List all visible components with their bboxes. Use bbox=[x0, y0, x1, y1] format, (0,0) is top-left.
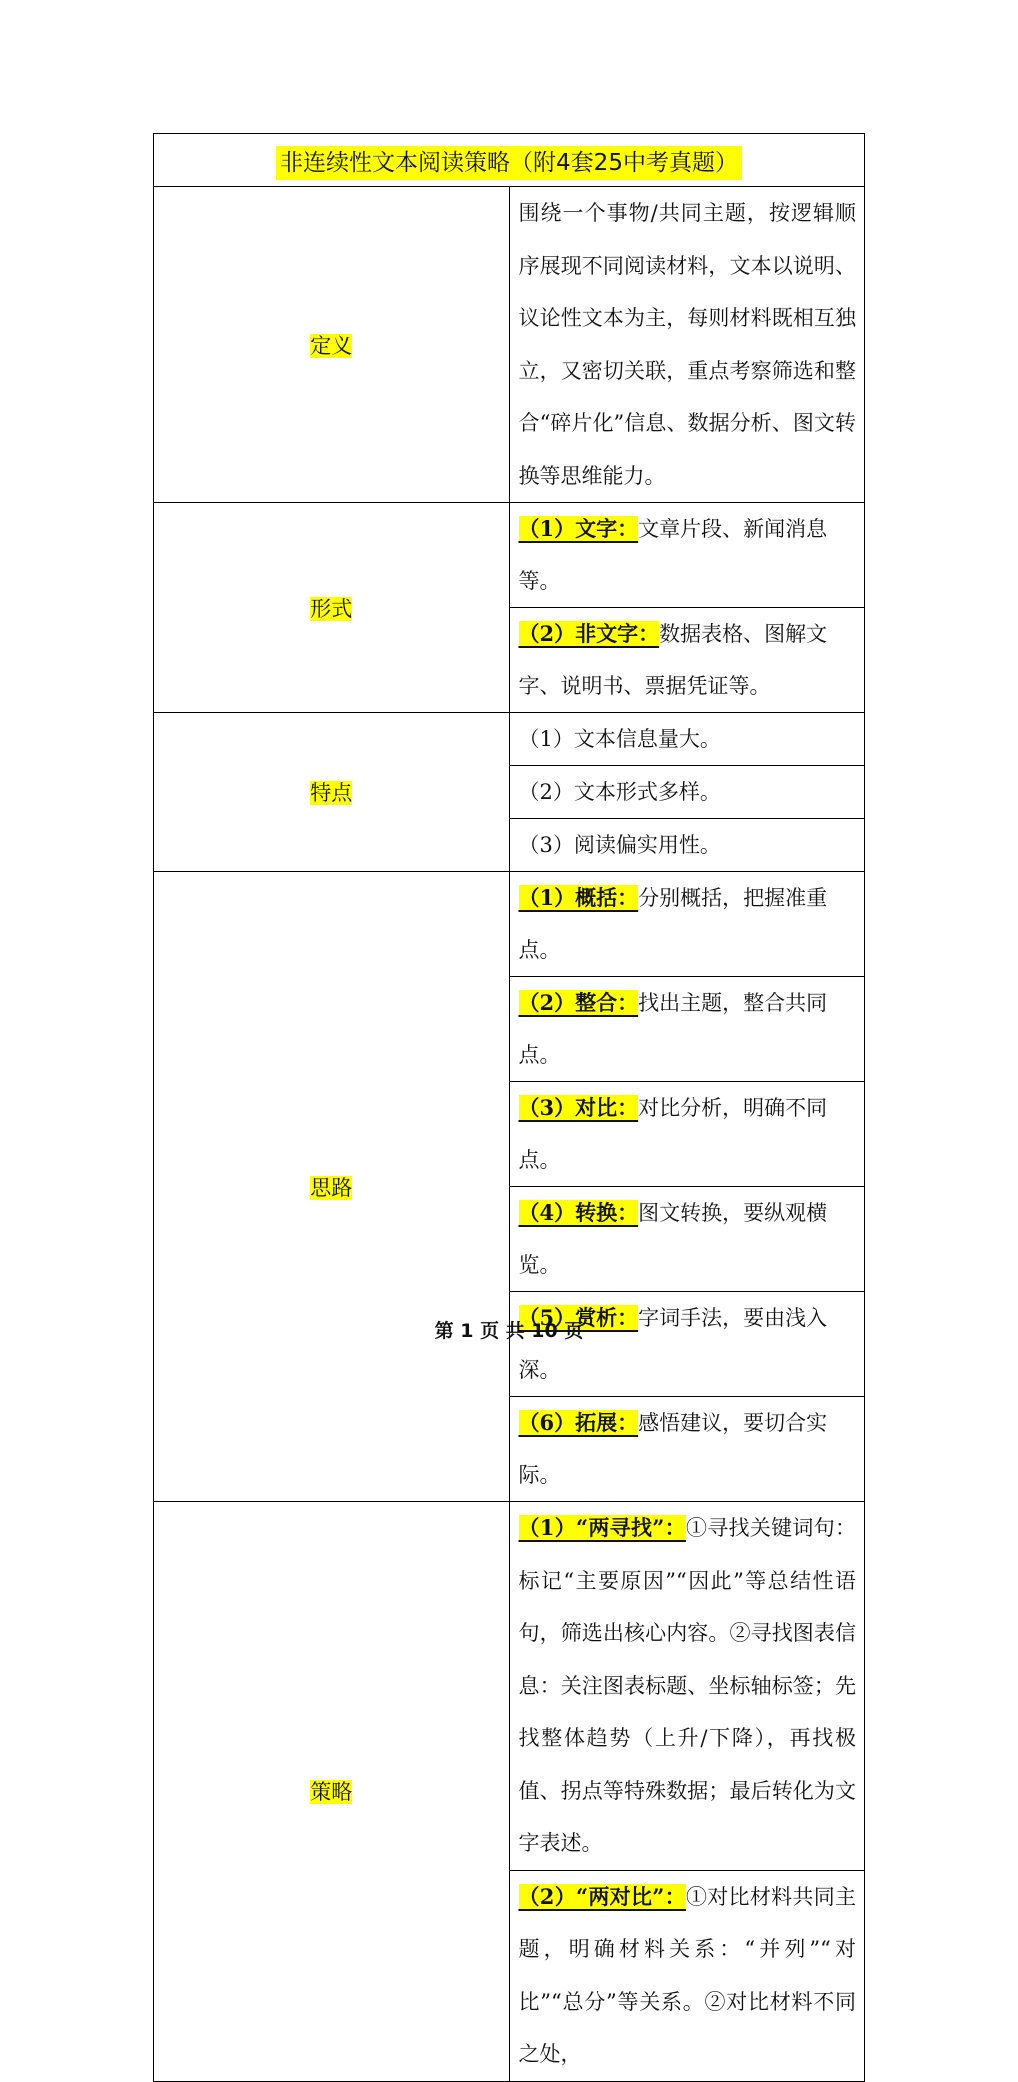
definition-text: 围绕一个事物/共同主题，按逻辑顺序展现不同阅读材料，文本以说明、议论性文本为主，每则材料既相互独立，又密切关联，重点考察筛选和整合“碎片化”信息、数据分析、图文转换等思维能力。 bbox=[518, 201, 856, 488]
label-features-cell bbox=[154, 713, 510, 872]
feature-item bbox=[509, 819, 865, 872]
form-item-head: （1）文字： bbox=[518, 516, 639, 541]
approach-item bbox=[509, 1292, 865, 1397]
feature-text: （1）文本信息量大。 bbox=[518, 727, 721, 751]
strategy-item-head: （2）“两对比”： bbox=[518, 1883, 686, 1909]
strategy-item-text: ①对比材料共同主题，明确材料关系：“并列”“对比”“总分”等关系。②对比材料不同之处， bbox=[518, 1884, 857, 2066]
page-footer: 第 1 页 共 10 页 bbox=[434, 1320, 584, 1342]
approach-item-head: （5）赏析： bbox=[518, 1305, 639, 1330]
form-item-text: 文章片段、新闻消息等。 bbox=[518, 517, 828, 593]
label-definition-cell bbox=[154, 187, 510, 503]
approach-item-head: （3）对比： bbox=[518, 1095, 639, 1120]
feature-item bbox=[509, 766, 865, 819]
definition-cell bbox=[509, 187, 865, 503]
table-title-cell bbox=[154, 134, 865, 187]
label-strategy: 策略 bbox=[310, 1780, 353, 1805]
strategy-item bbox=[509, 1870, 865, 2081]
approach-item-head: （4）转换： bbox=[518, 1200, 639, 1225]
form-item-text: 数据表格、图解文字、说明书、票据凭证等。 bbox=[518, 622, 828, 698]
approach-item-text: 对比分析，明确不同点。 bbox=[518, 1096, 828, 1172]
label-approach: 思路 bbox=[310, 1175, 353, 1200]
approach-item bbox=[509, 977, 865, 1082]
approach-item bbox=[509, 1397, 865, 1502]
approach-item bbox=[509, 1187, 865, 1292]
label-features: 特点 bbox=[310, 781, 353, 805]
approach-item-text: 分别概括，把握准重点。 bbox=[518, 886, 828, 962]
label-form-cell bbox=[154, 503, 510, 713]
strategy-item-text: ①寻找关键词句：标记“主要原因”“因此”等总结性语句，筛选出核心内容。②寻找图表信息：关注图表标题、坐标轴标签；先找整体趋势（上升/下降），再找极值、拐点等特殊数据；最后转化为文字表述。 bbox=[518, 1516, 857, 1855]
approach-item-head: （6）拓展： bbox=[518, 1410, 639, 1435]
label-approach-cell bbox=[154, 872, 510, 1502]
label-definition: 定义 bbox=[310, 333, 353, 358]
strategy-item-head: （1）“两寻找”： bbox=[518, 1515, 686, 1540]
form-item bbox=[509, 608, 865, 713]
feature-item bbox=[509, 713, 865, 766]
strategy-item bbox=[509, 1502, 865, 1871]
approach-item bbox=[509, 872, 865, 977]
label-strategy-cell bbox=[154, 1502, 510, 2082]
strategy-table bbox=[153, 133, 865, 2082]
form-item bbox=[509, 503, 865, 608]
approach-item-text: 感悟建议，要切合实际。 bbox=[518, 1411, 828, 1487]
approach-item-head: （1）概括： bbox=[518, 885, 639, 910]
table-title: 非连续性文本阅读策略（附4套25中考真题） bbox=[276, 146, 742, 180]
feature-text: （3）阅读偏实用性。 bbox=[518, 833, 721, 857]
approach-item-text: 图文转换，要纵观横览。 bbox=[518, 1201, 828, 1277]
form-item-head: （2）非文字： bbox=[518, 621, 660, 646]
feature-text: （2）文本形式多样。 bbox=[518, 780, 721, 804]
approach-item bbox=[509, 1082, 865, 1187]
approach-item-text: 字词手法，要由浅入深。 bbox=[518, 1306, 828, 1382]
approach-item-head: （2）整合： bbox=[518, 990, 639, 1015]
approach-item-text: 找出主题，整合共同点。 bbox=[518, 991, 828, 1067]
label-form: 形式 bbox=[310, 596, 353, 621]
